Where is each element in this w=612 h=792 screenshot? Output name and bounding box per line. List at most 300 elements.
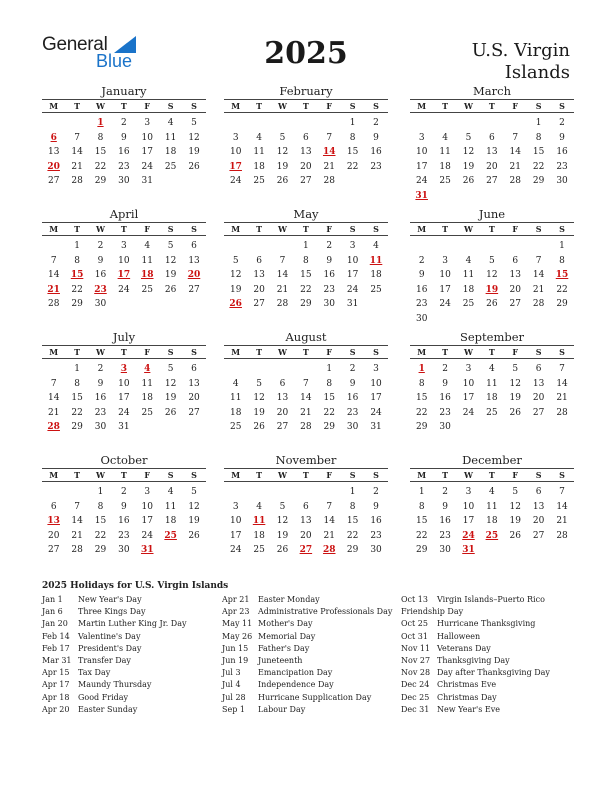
month-may <box>224 207 388 312</box>
weekday-label: S <box>191 101 197 111</box>
holiday-date: Sep 1 <box>222 704 245 714</box>
day-cell: 23 <box>323 284 335 295</box>
holiday-name: Good Friday <box>78 692 129 702</box>
day-cell: 14 <box>556 378 568 389</box>
month-name: September <box>459 330 525 344</box>
week-row <box>224 485 388 500</box>
month-name: March <box>473 84 511 98</box>
holiday-date: Apr 23 <box>222 607 250 617</box>
holiday-day-cell: 28 <box>322 545 336 555</box>
day-cell: 29 <box>94 545 107 555</box>
day-cell: 12 <box>188 132 200 143</box>
day-cell: 30 <box>94 299 107 309</box>
week-row <box>410 268 574 283</box>
empty-day-cell <box>480 543 503 558</box>
day-cell: 30 <box>118 176 130 186</box>
day-cell: 26 <box>164 284 177 295</box>
week-row <box>410 391 574 406</box>
week-row <box>224 529 388 544</box>
day-cell: 15 <box>323 393 335 403</box>
holiday-date: Feb 14 <box>42 631 70 641</box>
day-cell: 17 <box>439 284 451 295</box>
day-cell: 3 <box>418 132 425 143</box>
empty-day-cell <box>182 174 205 189</box>
day-cell: 7 <box>512 132 519 143</box>
day-cell: 25 <box>164 161 177 172</box>
empty-day-cell <box>364 174 387 189</box>
day-cell: 14 <box>300 393 312 403</box>
day-cell: 26 <box>253 422 265 432</box>
holiday-day-cell: 20 <box>47 161 60 172</box>
weekday-label: F <box>512 224 519 234</box>
weekday-label: T <box>302 224 309 234</box>
weekday-label: F <box>326 101 333 111</box>
week-row <box>410 131 574 146</box>
week-row <box>410 377 574 392</box>
empty-day-cell <box>318 116 341 131</box>
day-cell: 4 <box>489 364 495 374</box>
day-cell: 6 <box>279 378 286 389</box>
day-cell: 2 <box>121 118 127 128</box>
holiday-name: Halloween <box>437 631 481 641</box>
day-cell: 6 <box>535 364 542 374</box>
week-row <box>410 116 574 131</box>
weekday-label: T <box>256 224 263 234</box>
day-cell: 22 <box>346 530 359 541</box>
weekday-label: S <box>167 101 174 111</box>
day-cell: 22 <box>94 161 107 172</box>
weekday-label: M <box>417 470 427 480</box>
day-cell: 24 <box>346 284 359 295</box>
day-cell: 16 <box>556 147 568 157</box>
week-row <box>224 131 388 146</box>
holiday-date: Jul 3 <box>222 668 241 678</box>
holiday-name: Administrative Professionals Day <box>258 607 393 617</box>
day-cell: 26 <box>276 176 289 186</box>
weekday-label: W <box>277 224 287 234</box>
page-title-year: 2025 <box>264 36 348 71</box>
day-cell: 30 <box>439 545 451 555</box>
week-row <box>224 239 388 254</box>
week-row <box>410 283 574 298</box>
day-cell: 9 <box>559 132 565 143</box>
holiday-date: Jan 6 <box>42 607 63 617</box>
day-cell: 19 <box>276 161 289 172</box>
day-cell: 29 <box>415 422 428 432</box>
day-cell: 20 <box>276 407 289 418</box>
day-cell: 23 <box>556 161 568 172</box>
day-cell: 14 <box>276 270 289 280</box>
day-cell: 29 <box>346 545 359 555</box>
day-cell: 4 <box>489 487 495 497</box>
empty-day-cell <box>182 297 205 312</box>
holiday-date: Apr 20 <box>42 704 70 714</box>
day-cell: 10 <box>346 255 359 266</box>
holiday-name: Virgin Islands–Puerto Rico <box>437 595 545 604</box>
weekday-label: M <box>49 470 59 480</box>
day-cell: 21 <box>323 161 335 172</box>
week-row <box>42 529 206 544</box>
day-cell: 7 <box>535 255 542 266</box>
holiday-item <box>42 643 186 655</box>
month-name: October <box>100 453 148 467</box>
day-cell: 12 <box>229 270 242 280</box>
weekday-label: T <box>256 101 263 111</box>
weekday-label: W <box>95 224 105 234</box>
weekday-header <box>224 468 388 482</box>
day-cell: 9 <box>442 501 448 512</box>
holiday-day-cell: 17 <box>229 161 242 172</box>
day-cell: 28 <box>509 176 521 186</box>
day-cell: 1 <box>535 118 542 128</box>
month-name: January <box>101 84 147 98</box>
day-cell: 5 <box>279 501 286 512</box>
empty-day-cell <box>294 116 317 131</box>
holiday-item <box>222 679 392 691</box>
holiday-day-cell: 24 <box>462 530 475 541</box>
day-cell: 27 <box>509 299 521 309</box>
day-cell: 16 <box>118 516 130 526</box>
day-cell: 7 <box>74 132 80 143</box>
day-cell: 24 <box>462 407 475 418</box>
empty-day-cell <box>410 239 433 254</box>
empty-day-cell <box>247 485 270 500</box>
week-row <box>42 514 206 529</box>
day-cell: 19 <box>509 393 521 403</box>
week-row <box>42 406 206 421</box>
day-cell: 8 <box>559 255 565 266</box>
empty-day-cell <box>457 420 480 435</box>
week-row <box>410 420 574 435</box>
day-cell: 26 <box>188 530 200 541</box>
week-row <box>42 500 206 515</box>
weekday-label: S <box>167 224 174 234</box>
day-cell: 14 <box>323 516 335 526</box>
day-cell: 2 <box>418 255 425 266</box>
day-cell: 21 <box>47 407 60 418</box>
day-cell: 6 <box>191 364 197 374</box>
weekday-header <box>410 345 574 359</box>
holiday-day-cell: 15 <box>70 270 84 280</box>
holiday-item <box>222 692 392 704</box>
day-cell: 20 <box>253 284 265 295</box>
holiday-item <box>42 606 186 618</box>
empty-day-cell <box>433 312 456 327</box>
weekday-label: F <box>144 101 151 111</box>
day-cell: 8 <box>74 255 80 266</box>
empty-day-cell <box>410 116 433 131</box>
day-cell: 15 <box>415 393 428 403</box>
holiday-column <box>42 594 186 716</box>
day-cell: 19 <box>229 284 242 295</box>
day-cell: 16 <box>94 393 107 403</box>
holiday-date: Dec 24 <box>401 680 430 690</box>
weekday-label: S <box>191 224 197 234</box>
empty-day-cell <box>480 420 503 435</box>
empty-day-cell <box>433 239 456 254</box>
day-cell: 2 <box>559 118 565 128</box>
holiday-item <box>401 631 550 643</box>
day-cell: 28 <box>47 299 60 309</box>
day-cell: 23 <box>439 530 451 541</box>
day-cell: 2 <box>121 487 127 497</box>
holiday-name: Christmas Day <box>437 692 497 702</box>
day-cell: 6 <box>535 487 542 497</box>
day-cell: 30 <box>439 422 451 432</box>
week-row <box>42 543 206 558</box>
day-cell: 13 <box>188 378 200 389</box>
empty-day-cell <box>159 420 182 435</box>
empty-day-cell <box>159 297 182 312</box>
day-cell: 3 <box>442 255 448 266</box>
day-cell: 7 <box>74 501 80 512</box>
day-cell: 17 <box>141 147 153 157</box>
weekday-label: S <box>349 347 356 357</box>
day-cell: 7 <box>279 255 286 266</box>
month-december <box>410 453 574 558</box>
day-cell: 30 <box>415 313 428 324</box>
month-october <box>42 453 206 558</box>
day-cell: 22 <box>346 161 359 172</box>
holiday-name: Easter Monday <box>258 595 320 604</box>
weekday-label: T <box>442 101 449 111</box>
holiday-name: Independence Day <box>258 680 334 690</box>
day-cell: 21 <box>276 284 289 295</box>
month-april <box>42 207 206 312</box>
empty-day-cell <box>504 543 527 558</box>
day-cell: 5 <box>191 118 197 128</box>
day-cell: 11 <box>141 255 153 266</box>
weekday-header <box>224 222 388 236</box>
weekday-label: T <box>256 347 263 357</box>
day-cell: 27 <box>188 284 200 295</box>
day-cell: 9 <box>418 270 425 280</box>
holiday-item <box>222 631 392 643</box>
day-cell: 24 <box>141 161 153 172</box>
weekday-label: F <box>512 347 519 357</box>
weekday-label: M <box>417 101 427 111</box>
day-cell: 24 <box>118 284 130 295</box>
empty-day-cell <box>364 297 387 312</box>
week-row <box>42 268 206 283</box>
holiday-date: May 26 <box>222 631 253 641</box>
empty-day-cell <box>182 420 205 435</box>
day-cell: 14 <box>509 147 521 157</box>
day-cell: 19 <box>253 407 265 418</box>
day-cell: 6 <box>303 501 309 512</box>
holiday-day-cell: 27 <box>299 545 313 555</box>
day-cell: 28 <box>556 530 568 541</box>
holiday-day-cell: 25 <box>485 530 499 541</box>
day-cell: 29 <box>556 299 568 309</box>
weekday-label: T <box>74 101 81 111</box>
weekday-label: W <box>95 470 105 480</box>
day-cell: 16 <box>439 393 451 403</box>
day-cell: 8 <box>535 132 542 143</box>
day-cell: 19 <box>188 147 200 157</box>
day-cell: 8 <box>418 501 425 512</box>
holiday-item <box>401 667 550 679</box>
weekday-label: W <box>463 470 473 480</box>
weekday-label: F <box>326 470 333 480</box>
day-cell: 9 <box>121 132 127 143</box>
weekday-label: S <box>167 347 174 357</box>
holiday-item <box>42 704 186 716</box>
empty-day-cell <box>504 189 527 204</box>
empty-day-cell <box>480 189 503 204</box>
month-january <box>42 84 206 189</box>
weekday-label: W <box>95 347 105 357</box>
day-cell: 26 <box>164 407 177 418</box>
day-cell: 23 <box>370 530 382 541</box>
day-cell: 30 <box>323 299 335 309</box>
holiday-name: Martin Luther King Jr. Day <box>78 619 187 629</box>
holiday-name: New Year's Eve <box>437 704 500 714</box>
weekday-label: S <box>373 470 379 480</box>
day-cell: 10 <box>370 378 382 389</box>
holidays-title: 2025 Holidays for U.S. Virgin Islands <box>42 581 229 591</box>
week-row <box>224 420 388 435</box>
day-cell: 11 <box>486 501 498 512</box>
month-name: June <box>478 207 506 221</box>
week-row <box>410 312 574 327</box>
day-cell: 5 <box>489 255 495 266</box>
country-line-1: U.S. Virgin <box>471 40 570 61</box>
day-cell: 12 <box>462 147 475 157</box>
weekday-label: M <box>49 224 59 234</box>
empty-day-cell <box>504 116 527 131</box>
holiday-date: Oct 13 <box>401 595 428 604</box>
empty-day-cell <box>136 297 159 312</box>
week-row <box>410 297 574 312</box>
weekday-label: W <box>463 101 473 111</box>
weekday-label: T <box>120 470 127 480</box>
day-cell: 31 <box>370 422 382 432</box>
week-row <box>410 189 574 204</box>
week-row <box>410 543 574 558</box>
holiday-item <box>42 618 186 630</box>
day-cell: 10 <box>141 132 153 143</box>
day-cell: 10 <box>439 270 451 280</box>
day-cell: 23 <box>118 161 130 172</box>
month-name: April <box>109 207 139 221</box>
holiday-day-cell: 1 <box>418 364 425 374</box>
week-row <box>42 283 206 298</box>
day-cell: 18 <box>164 516 177 526</box>
month-february <box>224 84 388 189</box>
weekday-label: W <box>277 101 287 111</box>
holiday-date: Apr 18 <box>42 692 70 702</box>
day-cell: 25 <box>462 299 475 309</box>
day-cell: 8 <box>349 501 356 512</box>
day-cell: 30 <box>94 422 107 432</box>
day-cell: 16 <box>439 516 451 526</box>
day-cell: 5 <box>279 132 286 143</box>
day-cell: 22 <box>71 284 83 295</box>
day-cell: 10 <box>141 501 153 512</box>
day-cell: 24 <box>229 176 242 186</box>
holiday-date: Jul 4 <box>222 680 241 690</box>
weekday-label: T <box>302 470 309 480</box>
day-cell: 28 <box>71 176 83 186</box>
week-row <box>224 391 388 406</box>
day-cell: 17 <box>415 161 428 172</box>
week-row <box>410 406 574 421</box>
day-cell: 21 <box>556 393 568 403</box>
day-cell: 18 <box>141 393 153 403</box>
day-cell: 27 <box>300 176 312 186</box>
day-cell: 18 <box>486 516 498 526</box>
day-cell: 6 <box>489 132 495 143</box>
day-cell: 21 <box>71 161 83 172</box>
week-row <box>224 362 388 377</box>
holiday-item <box>42 692 186 704</box>
week-row <box>410 145 574 160</box>
day-cell: 9 <box>349 378 356 389</box>
day-cell: 29 <box>71 422 83 432</box>
weekday-label: S <box>349 224 356 234</box>
day-cell: 17 <box>229 530 242 541</box>
day-cell: 29 <box>415 545 428 555</box>
day-cell: 22 <box>323 407 335 418</box>
day-cell: 8 <box>349 132 356 143</box>
day-cell: 8 <box>74 378 80 389</box>
day-cell: 13 <box>300 516 312 526</box>
weekday-label: T <box>488 347 495 357</box>
empty-day-cell <box>480 239 503 254</box>
day-cell: 4 <box>442 132 448 143</box>
day-cell: 25 <box>486 407 498 418</box>
week-row <box>42 239 206 254</box>
day-cell: 21 <box>509 161 521 172</box>
weekday-header <box>410 99 574 113</box>
day-cell: 15 <box>415 516 428 526</box>
week-row <box>42 297 206 312</box>
day-cell: 27 <box>47 176 60 186</box>
day-cell: 29 <box>94 176 107 186</box>
day-cell: 25 <box>439 176 451 186</box>
day-cell: 1 <box>326 364 333 374</box>
week-row <box>410 514 574 529</box>
holiday-name: Hurricane Thanksgiving <box>437 619 536 629</box>
day-cell: 22 <box>71 407 83 418</box>
day-cell: 1 <box>303 241 309 251</box>
holiday-name: Tax Day <box>78 668 111 678</box>
holiday-item <box>401 594 550 606</box>
day-cell: 11 <box>164 132 177 143</box>
day-cell: 24 <box>229 545 242 555</box>
day-cell: 26 <box>486 299 498 309</box>
day-cell: 17 <box>141 516 153 526</box>
day-cell: 30 <box>346 422 359 432</box>
day-cell: 3 <box>465 364 472 374</box>
day-cell: 17 <box>462 516 475 526</box>
day-cell: 24 <box>118 407 130 418</box>
week-row <box>42 174 206 189</box>
day-cell: 7 <box>326 132 333 143</box>
day-cell: 9 <box>121 501 127 512</box>
weekday-label: M <box>231 101 241 111</box>
holiday-item <box>401 606 550 618</box>
day-cell: 10 <box>118 255 130 266</box>
empty-day-cell <box>504 239 527 254</box>
day-cell: 24 <box>370 407 382 418</box>
day-cell: 10 <box>229 147 242 157</box>
day-cell: 9 <box>442 378 448 389</box>
day-cell: 15 <box>346 147 359 157</box>
holiday-item <box>222 643 392 655</box>
day-cell: 25 <box>253 545 265 555</box>
